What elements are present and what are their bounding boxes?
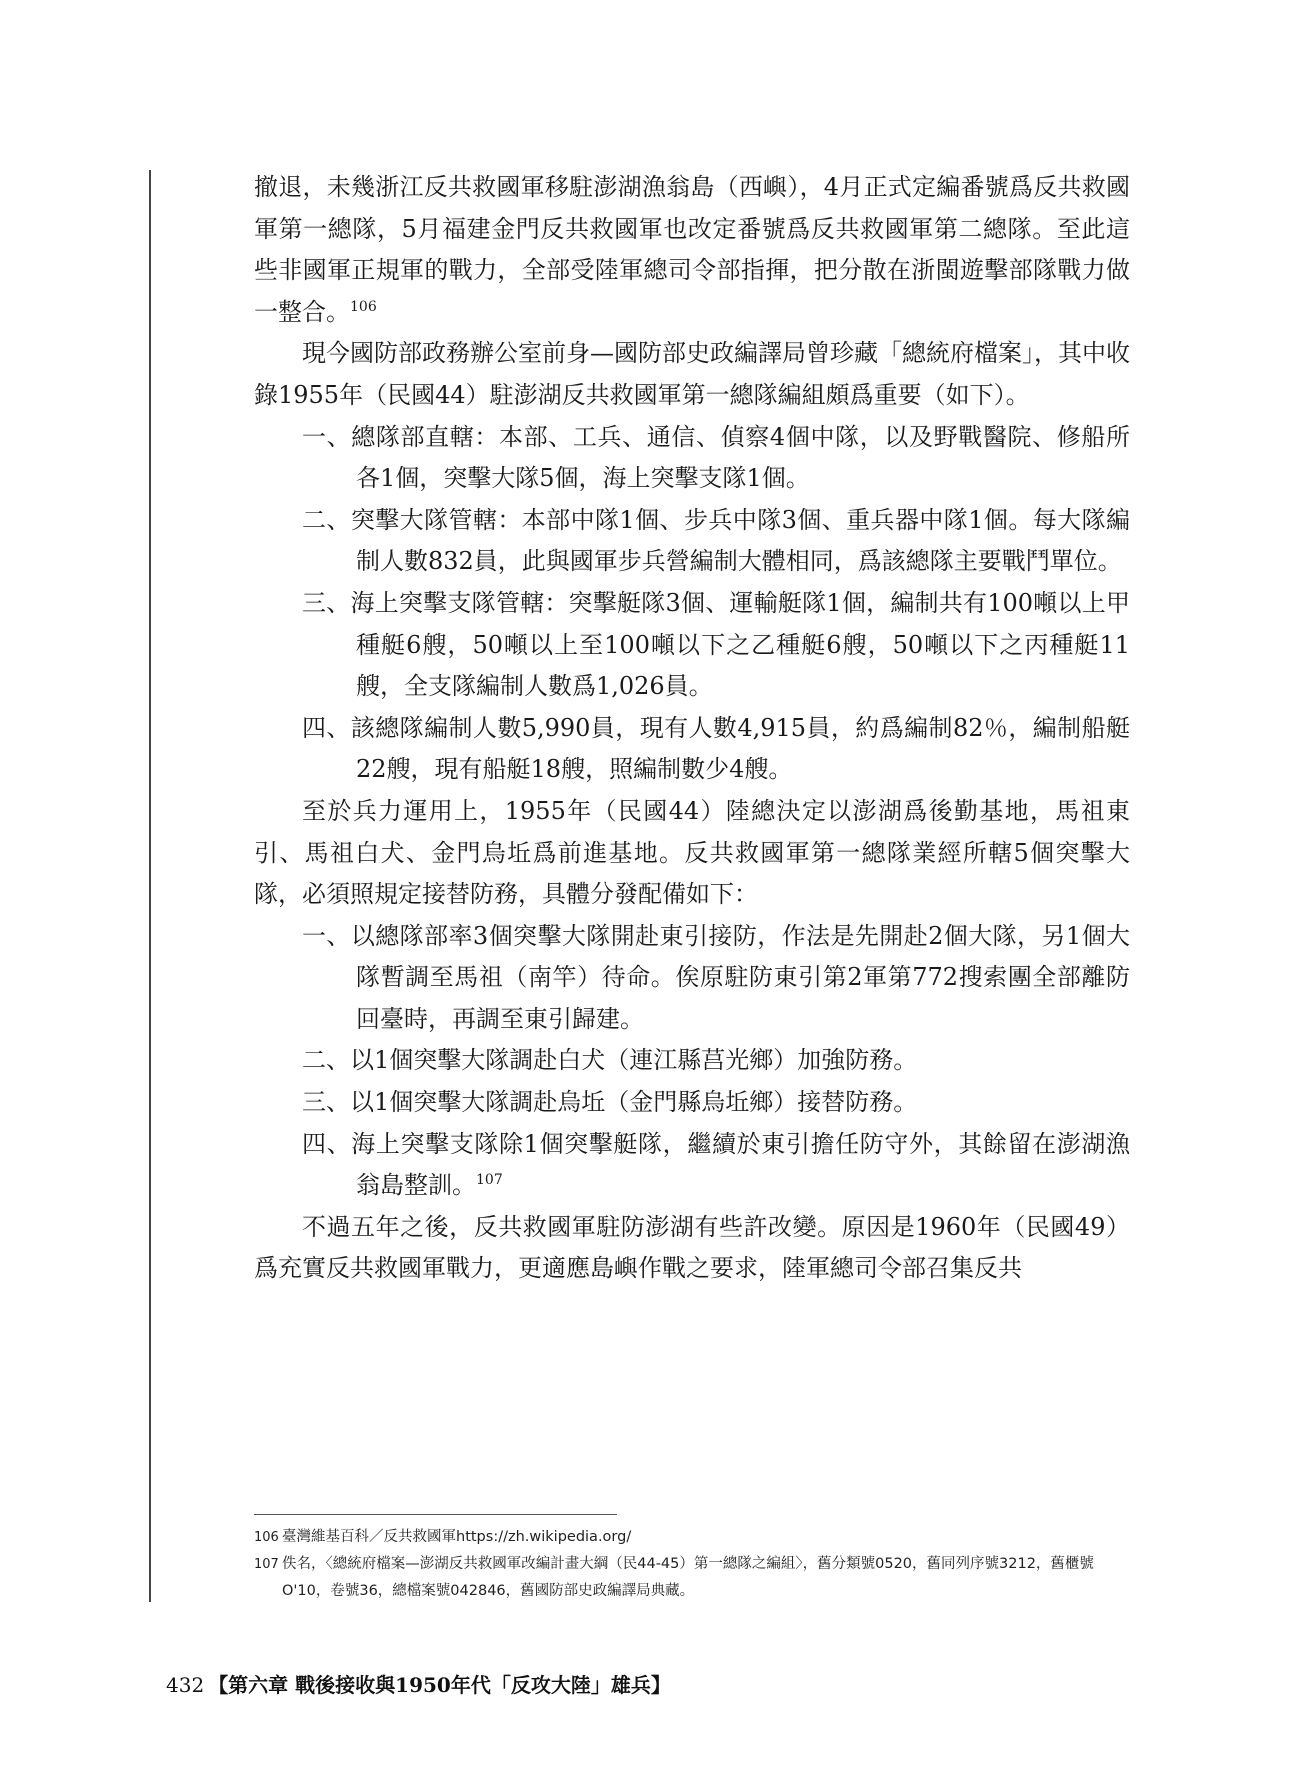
running-footer	[166, 1669, 671, 1698]
footnote-107	[254, 1551, 1130, 1604]
page-number: 432	[166, 1673, 205, 1697]
paragraph-4: 不過五年之後，反共救國軍駐防澎湖有些許改變。原因是1960年（民國49）爲充實反共救國軍戰力，更適應島嶼作戰之要求，陸軍總司令部召集反共	[254, 1212, 1130, 1283]
list-item: 二、突擊大隊管轄：本部中隊1個、步兵中隊3個、重兵器中隊1個。每大隊編制人數832員，此與國軍步兵營編制大體相同，爲該總隊主要戰鬥單位。	[302, 505, 1130, 576]
list-item: 一、總隊部直轄：本部、工兵、通信、偵察4個中隊，以及野戰醫院、修船所各1個，突擊大隊5個，海上突擊支隊1個。	[302, 422, 1130, 493]
list-item: 一、以總隊部率3個突擊大隊開赴東引接防，作法是先開赴2個大隊，另1個大隊暫調至馬祖（南竿）待命。俟原駐防東引第2軍第772搜索團全部離防回臺時，再調至東引歸建。	[302, 921, 1130, 1033]
footnote-106	[254, 1524, 1130, 1551]
paragraph-3: 至於兵力運用上，1955年（民國44）陸總決定以澎湖爲後勤基地，馬祖東引、馬祖白犬、金門烏坵爲前進基地。反共救國軍第一總隊業經所轄5個突擊大隊，必須照規定接替防務，具體分發配備如下：	[254, 796, 1130, 909]
list-item: 三、海上突擊支隊管轄：突擊艇隊3個、運輸艇隊1個，編制共有100噸以上甲種艇6艘，50噸以上至100噸以下之乙種艇6艘，50噸以下之丙種艇11艘，全支隊編制人數爲1,026員。	[302, 588, 1130, 701]
footnote-text: 臺灣維基百科／反共救國軍https://zh.wikipedia.org/	[282, 1529, 632, 1545]
footnote-text: 佚名，〈總統府檔案—澎湖反共救國軍改編計畫大綱（民44-45）第一總隊之編組〉，舊分類號0520，舊同列序號3212，舊櫃號O'10，卷號36，總檔案號042846，舊國防部史政編譯局典藏。	[282, 1556, 1094, 1599]
organization-list	[254, 417, 1130, 791]
body-text	[254, 167, 1130, 1290]
list-item: 四、海上突擊支隊除1個突擊艇隊，繼續於東引擔任防守外，其餘留在澎湖漁翁島整訓。$^{107}$	[302, 1129, 1130, 1200]
list-item: 三、以1個突擊大隊調赴烏坵（金門縣烏坵鄉）接替防務。	[302, 1088, 918, 1117]
footnote-ref-106[interactable]: 106	[350, 298, 377, 315]
paragraph-2: 現今國防部政務辦公室前身—國防部史政編譯局曾珍藏「總統府檔案」，其中收錄1955年（民國44）駐澎湖反共救國軍第一總隊編組頗爲重要（如下）。	[254, 339, 1130, 409]
footnote-number: 107	[254, 1557, 279, 1572]
footnotes	[254, 1524, 1130, 1604]
paragraph-1: 撤退，未幾浙江反共救國軍移駐澎湖漁翁島（西嶼），4月正式定編番號爲反共救國軍第一總隊，5月福建金門反共救國軍也改定番號爲反共救國軍第二總隊。至此這些非國軍正規軍的戰力，全部受陸軍總司令部指揮，把分散在浙閩遊擊部隊戰力做一整合。$^{106}$	[254, 173, 1130, 326]
footnote-ref-107[interactable]: 107	[476, 1172, 503, 1189]
deployment-list	[254, 916, 1130, 1207]
footnote-number: 106	[254, 1530, 279, 1545]
list-item: 四、該總隊編制人數5,990員，現有人數4,915員，約爲編制82％，編制船艇22艘，現有船艇18艘，照編制數少4艘。	[302, 713, 1130, 784]
list-item: 二、以1個突擊大隊調赴白犬（連江縣莒光鄉）加強防務。	[302, 1046, 918, 1075]
chapter-title: 【第六章 戰後接收與1950年代「反攻大陸」雄兵】	[208, 1673, 671, 1697]
margin-rule	[149, 170, 151, 1602]
footnote-divider	[254, 1514, 617, 1515]
